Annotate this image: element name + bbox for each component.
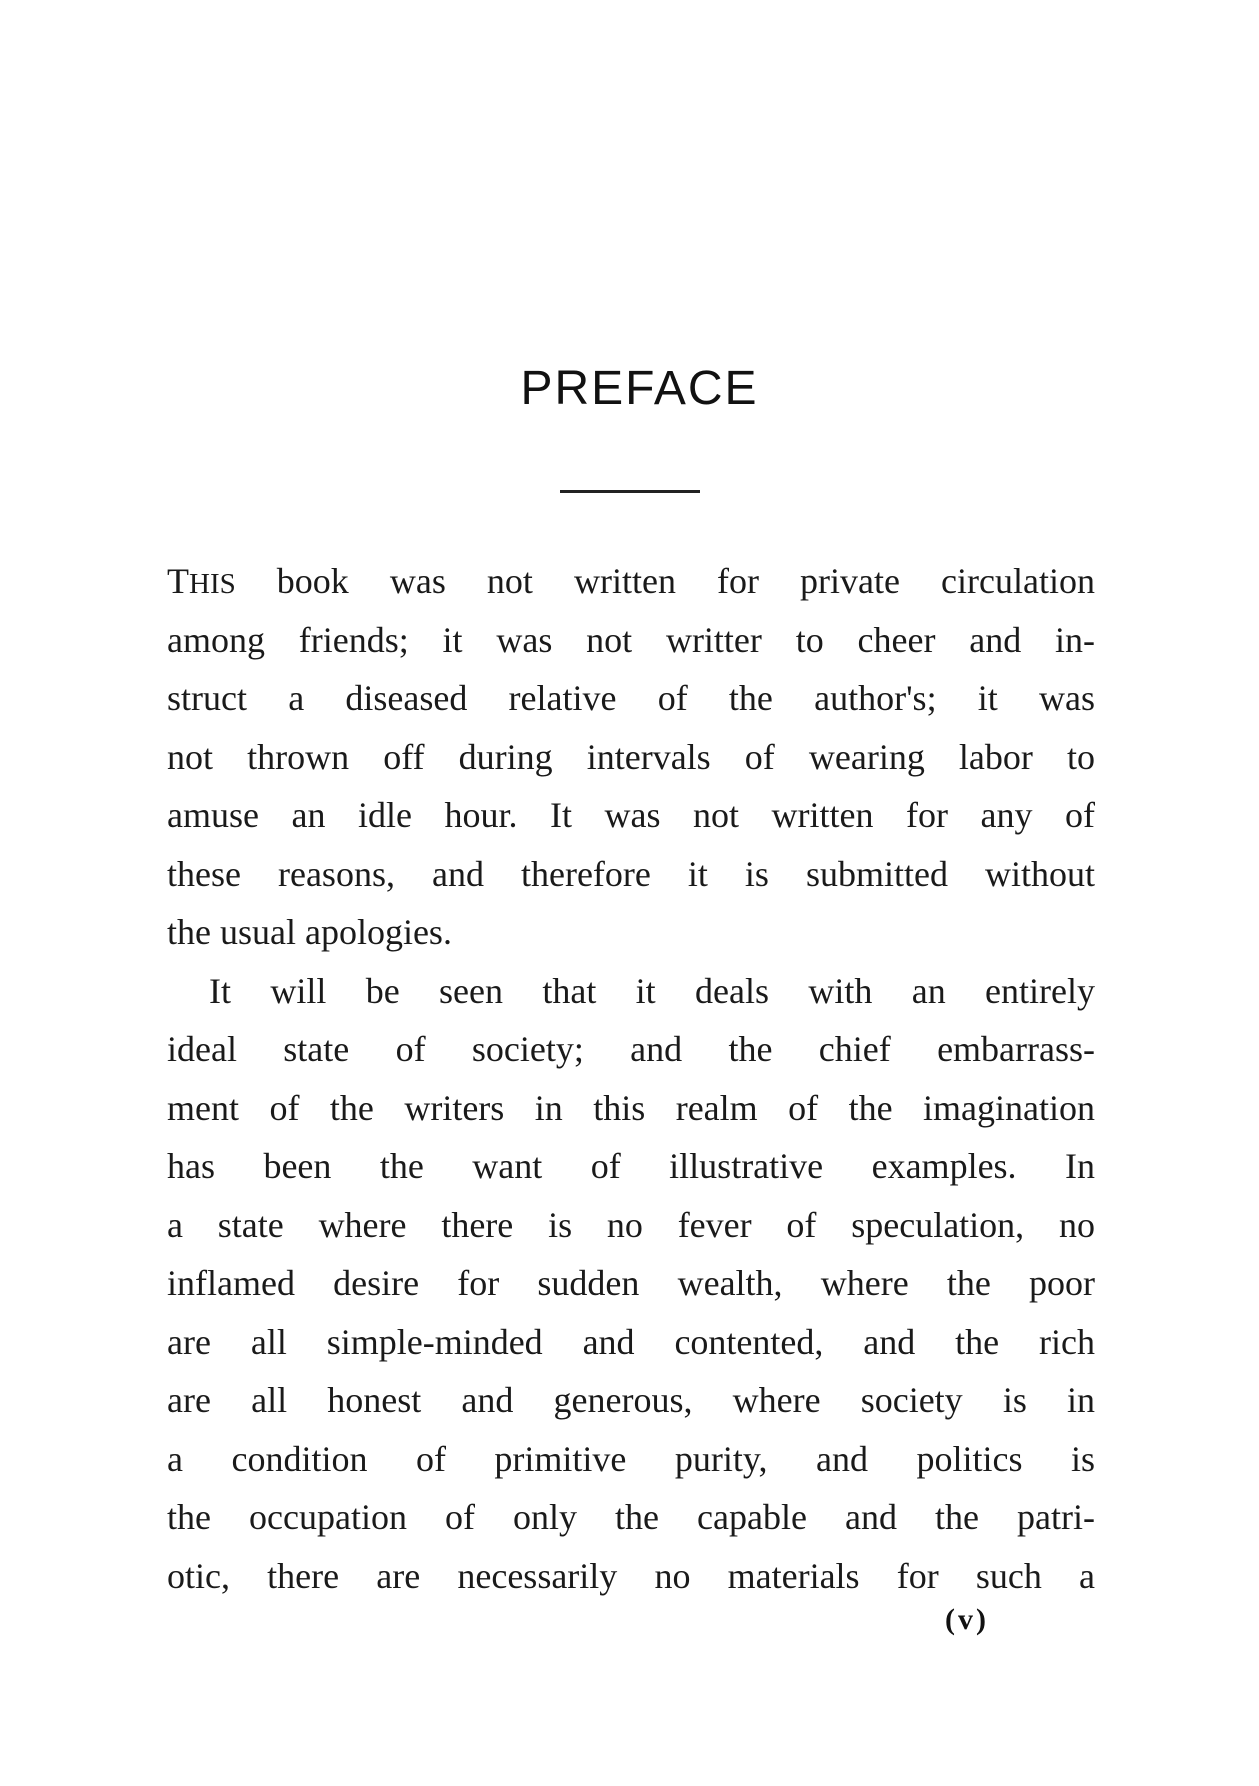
text-line: It will be seen that it deals with an entirely <box>209 970 1095 1011</box>
text-line: among friends; it was not writter to cheer and in- <box>167 619 1095 660</box>
text-line: amuse an idle hour. It was not written for any of <box>167 795 1095 835</box>
page-number: (v) <box>945 1603 989 1636</box>
text-line: a condition of primitive purity, and politics is <box>167 1438 1095 1479</box>
text-line: are all honest and generous, where society is in <box>167 1380 1095 1420</box>
page-title: PREFACE <box>520 362 759 415</box>
text-line: otic, there are necessarily no materials for such a <box>167 1555 1095 1596</box>
text-line: are all simple-minded and contented, and the rich <box>167 1321 1095 1362</box>
preface-text <box>167 552 1095 1605</box>
text-line: the usual apologies. <box>167 912 452 952</box>
text-line: has been the want of illustrative examples. In <box>167 1146 1095 1186</box>
text-line: the occupation of only the capable and the patri- <box>167 1497 1095 1537</box>
text-line <box>167 552 1095 611</box>
text-line: ment of the writers in this realm of the imagination <box>167 1087 1095 1128</box>
paragraph-2 <box>167 962 1095 1606</box>
text-line: a state where there is no fever of speculation, no <box>167 1204 1095 1245</box>
text-line: inflamed desire for sudden wealth, where the poor <box>167 1263 1095 1303</box>
small-caps: HIS <box>189 568 236 600</box>
drop-cap: T <box>167 561 189 601</box>
paragraph-1 <box>167 552 1095 962</box>
text-line: these reasons, and therefore it is submitted without <box>167 853 1095 894</box>
text-line: ideal state of society; and the chief embarrass- <box>167 1029 1095 1069</box>
text-line-rest: book was not written for private circulation <box>235 561 1095 601</box>
text-line: struct a diseased relative of the author's; it was <box>167 678 1095 718</box>
title-rule <box>560 490 700 493</box>
text-line: not thrown off during intervals of wearing labor to <box>167 736 1095 777</box>
